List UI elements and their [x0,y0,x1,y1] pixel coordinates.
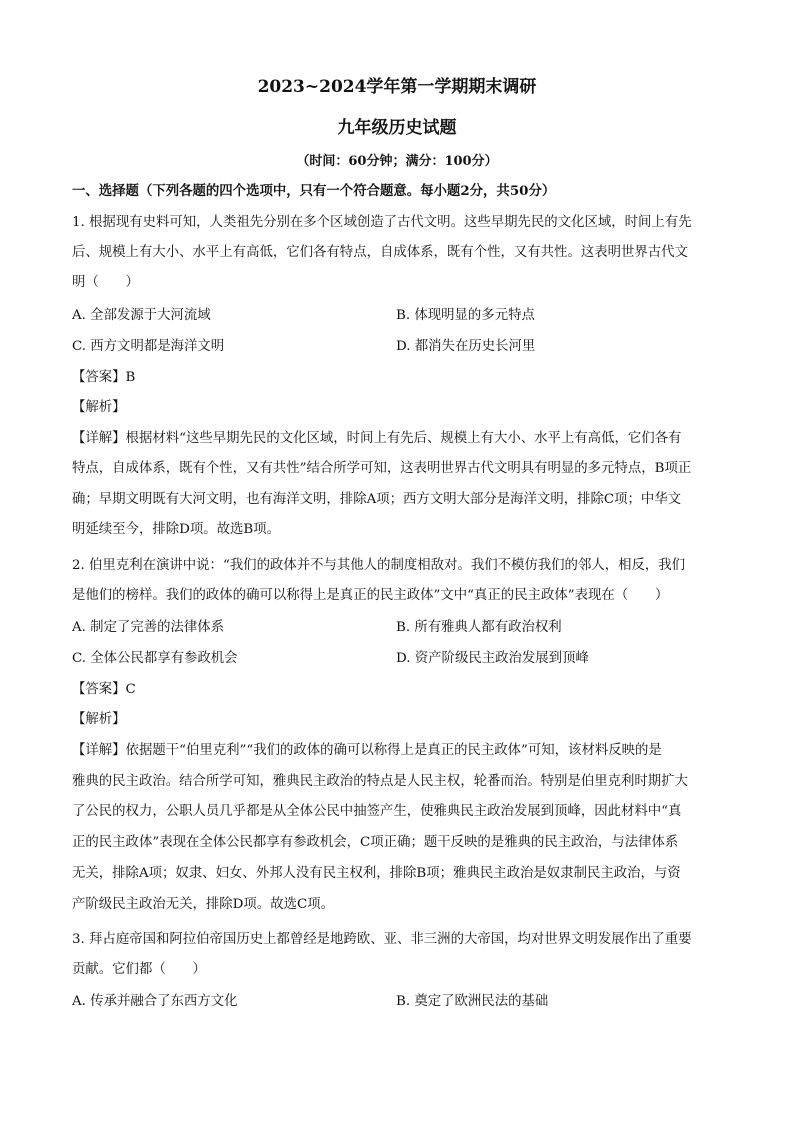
question-1-analysis-label: 【解析】 [72,400,126,415]
question-3-line-1: 3. 拜占庭帝国和阿拉伯帝国历史上都曾经是地跨欧、亚、非三洲的大帝国，均对世界文明发展作出了重要 [72,932,692,947]
question-2-analysis-label: 【解析】 [72,712,126,727]
question-2-option-c: C. 全体公民都享有参政机会 [72,651,238,666]
question-1-line-1: 1. 根据现有史料可知，人类祖先分别在多个区域创造了古代文明。这些早期先民的文化区域，时间上有先 [72,215,692,230]
question-2-detail-3: 了公民的权力，公职人员几乎都是从全体公民中抽签产生，使雅典民主政治发展到顶峰，因此材料中“真 [72,804,682,819]
question-1-option-b: B. 体现明显的多元特点 [396,308,535,323]
question-2-detail-6: 产阶级民主政治无关，排除D项。故选C项。 [72,897,335,912]
question-1-option-c: C. 西方文明都是海洋文明 [72,339,225,354]
question-2-line-1: 2. 伯里克利在演讲中说：“我们的政体并不与其他人的制度相敌对。我们不模仿我们的邻人，相反，我们 [72,558,686,573]
question-1-option-d: D. 都消失在历史长河里 [396,339,536,354]
question-2-detail-5: 无关，排除A项；奴隶、妇女、外邦人没有民主权利，排除B项；雅典民主政治是奴隶制民主政治，与资 [72,866,681,881]
question-2-option-b: B. 所有雅典人都有政治权利 [396,620,562,635]
question-1-option-a: A. 全部发源于大河流域 [72,308,211,323]
question-3-option-a: A. 传承并融合了东西方文化 [72,994,238,1009]
section-heading: 一、选择题（下列各题的四个选项中，只有一个符合题意。每小题2分，共50分） [72,183,556,199]
question-1-detail-2: 特点，自成体系，既有个性，又有共性”结合所学可知，这表明世界古代文明具有明显的多元特点，B项正 [72,461,692,476]
exam-meta: （时间：60分钟；满分：100分） [296,154,498,169]
question-2-detail-2: 雅典的民主政治。结合所学可知，雅典民主政治的特点是人民主权，轮番而治。特别是伯里克利时期扩大 [72,774,688,789]
question-2-detail-4: 正的民主政体”表现在全体公民都享有参政机会，C项正确；题干反映的是雅典的民主政治，与法律体系 [72,835,679,850]
question-1-answer: 【答案】B [72,370,136,385]
question-2-option-a: A. 制定了完善的法律体系 [72,620,225,635]
question-1-line-3: 明（ ） [72,275,139,290]
question-2-answer: 【答案】C [72,682,136,697]
question-1-line-2: 后、规模上有大小、水平上有高低，它们各有特点，自成体系，既有个性，又有共性。这表明世界古代文 [72,245,688,260]
question-2-line-2: 是他们的榜样。我们的政体的确可以称得上是真正的民主政体”文中“真正的民主政体”表现在（ ） [72,588,669,603]
question-1-detail-1: 【详解】根据材料“这些早期先民的文化区域，时间上有先后、规模上有大小、水平上有高低，它们各有 [72,431,682,446]
exam-title: 2023~2024学年第一学期期末调研 [257,77,537,97]
question-3-line-2: 贡献。它们都（ ） [72,962,206,977]
question-1-detail-3: 确；早期文明既有大河文明，也有海洋文明，排除A项；西方文明大部分是海洋文明，排除C项；中华文 [72,492,682,507]
question-1-detail-4: 明延续至今，排除D项。故选B项。 [72,522,281,537]
question-3-option-b: B. 奠定了欧洲民法的基础 [396,994,549,1009]
question-2-option-d: D. 资产阶级民主政治发展到顶峰 [396,651,589,666]
question-2-detail-1: 【详解】依据题干“伯里克利”“我们的政体的确可以称得上是真正的民主政体”可知，该材料反映的是 [72,743,662,758]
exam-subtitle: 九年级历史试题 [337,118,457,138]
